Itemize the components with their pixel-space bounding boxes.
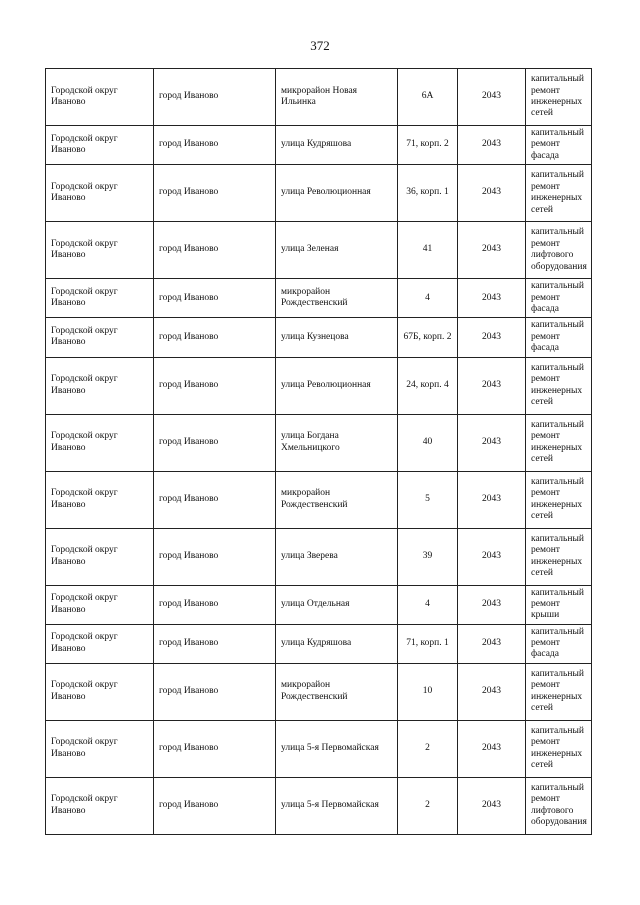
table-row <box>46 777 592 834</box>
table-row <box>46 720 592 777</box>
cell-work-type: капитальный ремонт инженерных сетей <box>526 663 592 720</box>
cell-city: город Иваново <box>154 69 276 126</box>
table-row <box>46 126 592 165</box>
cell-work-type: капитальный ремонт фасада <box>526 126 592 165</box>
cell-district: Городской округ Иваново <box>46 165 154 222</box>
table-row <box>46 663 592 720</box>
table-row <box>46 318 592 357</box>
cell-work-type: капитальный ремонт инженерных сетей <box>526 720 592 777</box>
cell-street: микрорайон Новая Ильинка <box>276 69 398 126</box>
table-row <box>46 471 592 528</box>
cell-street: улица 5-я Первомайская <box>276 720 398 777</box>
table-row <box>46 222 592 279</box>
cell-district: Городской округ Иваново <box>46 777 154 834</box>
cell-city: город Иваново <box>154 528 276 585</box>
cell-district: Городской округ Иваново <box>46 528 154 585</box>
cell-house-number: 4 <box>398 585 458 624</box>
table-row <box>46 528 592 585</box>
cell-year: 2043 <box>458 165 526 222</box>
cell-city: город Иваново <box>154 663 276 720</box>
cell-year: 2043 <box>458 624 526 663</box>
cell-city: город Иваново <box>154 624 276 663</box>
cell-street: улица Кудряшова <box>276 126 398 165</box>
cell-street: улица Кудряшова <box>276 624 398 663</box>
cell-year: 2043 <box>458 69 526 126</box>
cell-house-number: 2 <box>398 777 458 834</box>
cell-city: город Иваново <box>154 471 276 528</box>
cell-year: 2043 <box>458 528 526 585</box>
cell-house-number: 41 <box>398 222 458 279</box>
cell-street: улица Богдана Хмельницкого <box>276 414 398 471</box>
cell-year: 2043 <box>458 720 526 777</box>
cell-house-number: 2 <box>398 720 458 777</box>
cell-house-number: 10 <box>398 663 458 720</box>
cell-street: микрорайон Рождественский <box>276 471 398 528</box>
table-row <box>46 414 592 471</box>
cell-work-type: капитальный ремонт инженерных сетей <box>526 357 592 414</box>
cell-district: Городской округ Иваново <box>46 279 154 318</box>
cell-house-number: 71, корп. 2 <box>398 126 458 165</box>
cell-district: Городской округ Иваново <box>46 471 154 528</box>
cell-city: город Иваново <box>154 165 276 222</box>
cell-work-type: капитальный ремонт крыши <box>526 585 592 624</box>
cell-street: микрорайон Рождественский <box>276 279 398 318</box>
cell-street: улица Кузнецова <box>276 318 398 357</box>
table-row <box>46 357 592 414</box>
cell-house-number: 71, корп. 1 <box>398 624 458 663</box>
cell-year: 2043 <box>458 126 526 165</box>
cell-year: 2043 <box>458 318 526 357</box>
table-row <box>46 69 592 126</box>
table-row <box>46 279 592 318</box>
cell-year: 2043 <box>458 777 526 834</box>
cell-work-type: капитальный ремонт лифтового оборудования <box>526 222 592 279</box>
cell-house-number: 39 <box>398 528 458 585</box>
cell-house-number: 40 <box>398 414 458 471</box>
cell-district: Городской округ Иваново <box>46 357 154 414</box>
cell-work-type: капитальный ремонт фасада <box>526 318 592 357</box>
cell-house-number: 67Б, корп. 2 <box>398 318 458 357</box>
cell-year: 2043 <box>458 471 526 528</box>
cell-district: Городской округ Иваново <box>46 222 154 279</box>
cell-street: микрорайон Рождественский <box>276 663 398 720</box>
cell-house-number: 24, корп. 4 <box>398 357 458 414</box>
cell-year: 2043 <box>458 279 526 318</box>
cell-street: улица Зеленая <box>276 222 398 279</box>
cell-city: город Иваново <box>154 318 276 357</box>
cell-house-number: 36, корп. 1 <box>398 165 458 222</box>
cell-year: 2043 <box>458 663 526 720</box>
cell-work-type: капитальный ремонт лифтового оборудования <box>526 777 592 834</box>
cell-district: Городской округ Иваново <box>46 414 154 471</box>
cell-district: Городской округ Иваново <box>46 663 154 720</box>
cell-district: Городской округ Иваново <box>46 126 154 165</box>
cell-work-type: капитальный ремонт инженерных сетей <box>526 414 592 471</box>
table-body <box>46 69 592 835</box>
cell-street: улица 5-я Первомайская <box>276 777 398 834</box>
cell-year: 2043 <box>458 222 526 279</box>
cell-city: город Иваново <box>154 585 276 624</box>
cell-street: улица Отдельная <box>276 585 398 624</box>
cell-year: 2043 <box>458 414 526 471</box>
cell-city: город Иваново <box>154 357 276 414</box>
cell-city: город Иваново <box>154 279 276 318</box>
cell-city: город Иваново <box>154 222 276 279</box>
cell-city: город Иваново <box>154 414 276 471</box>
cell-year: 2043 <box>458 357 526 414</box>
cell-district: Городской округ Иваново <box>46 69 154 126</box>
cell-year: 2043 <box>458 585 526 624</box>
table-row <box>46 585 592 624</box>
cell-work-type: капитальный ремонт инженерных сетей <box>526 528 592 585</box>
cell-work-type: капитальный ремонт инженерных сетей <box>526 471 592 528</box>
cell-district: Городской округ Иваново <box>46 585 154 624</box>
cell-house-number: 6А <box>398 69 458 126</box>
cell-work-type: капитальный ремонт фасада <box>526 624 592 663</box>
table-row <box>46 165 592 222</box>
cell-street: улица Революционная <box>276 357 398 414</box>
cell-district: Городской округ Иваново <box>46 624 154 663</box>
cell-city: город Иваново <box>154 777 276 834</box>
repair-schedule-table <box>45 68 592 835</box>
page-number: 372 <box>310 38 330 53</box>
cell-work-type: капитальный ремонт инженерных сетей <box>526 165 592 222</box>
cell-house-number: 5 <box>398 471 458 528</box>
cell-work-type: капитальный ремонт инженерных сетей <box>526 69 592 126</box>
cell-district: Городской округ Иваново <box>46 720 154 777</box>
cell-street: улица Революционная <box>276 165 398 222</box>
cell-house-number: 4 <box>398 279 458 318</box>
table-row <box>46 624 592 663</box>
cell-district: Городской округ Иваново <box>46 318 154 357</box>
cell-work-type: капитальный ремонт фасада <box>526 279 592 318</box>
cell-street: улица Зверева <box>276 528 398 585</box>
cell-city: город Иваново <box>154 720 276 777</box>
cell-city: город Иваново <box>154 126 276 165</box>
